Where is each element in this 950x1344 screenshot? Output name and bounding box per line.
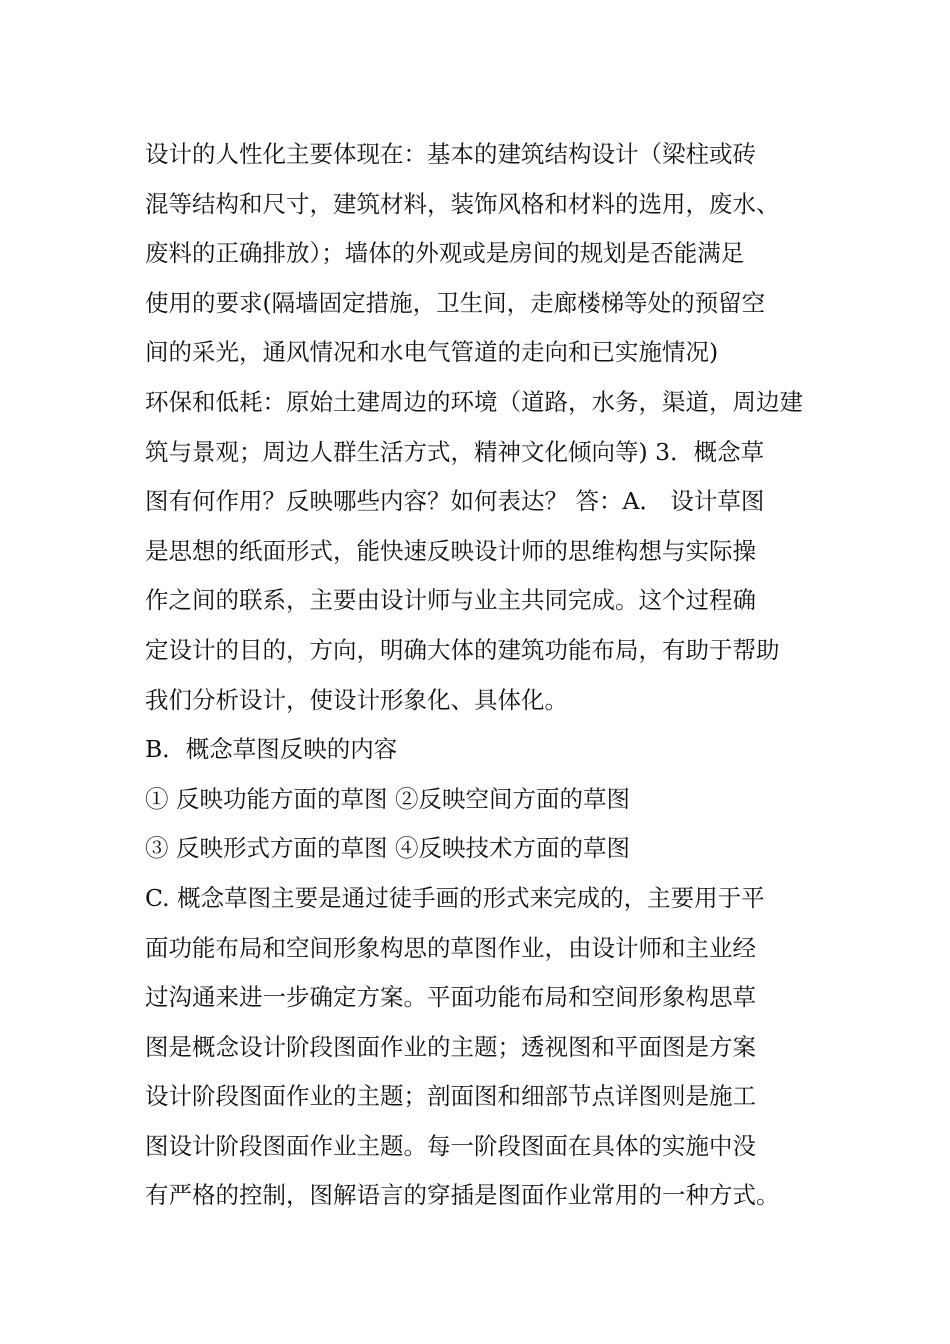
- document-body: [145, 130, 815, 1221]
- text-line: 设计的人性化主要体现在：基本的建筑结构设计（梁柱或砖: [145, 140, 756, 168]
- text-line: ① 反映功能方面的草图 ②反映空间方面的草图: [145, 784, 630, 813]
- text-line: 图是概念设计阶段图面作业的主题；透视图和平面图是方案: [145, 1032, 756, 1061]
- text-line: 图有何作用？反映哪些内容？如何表达？ 答：A． 设计草图: [145, 487, 765, 516]
- text-line: 过沟通来进一步确定方案。平面功能布局和空间形象构思草: [145, 983, 756, 1012]
- text-line: 设计阶段图面作业的主题；剖面图和细部节点详图则是施工: [145, 1082, 756, 1111]
- text-line: C. 概念草图主要是通过徒手画的形式来完成的，主要用于平: [145, 883, 765, 912]
- text-line: ③ 反映形式方面的草图 ④反映技术方面的草图: [145, 834, 630, 863]
- text-line: 定设计的目的，方向，明确大体的建筑功能布局，有助于帮助: [145, 635, 780, 664]
- text-line: 有严格的控制，图解语言的穿插是图面作业常用的一种方式。: [145, 1181, 780, 1210]
- text-line: 面功能布局和空间形象构思的草图作业，由设计师和主业经: [145, 933, 756, 962]
- text-line: 图设计阶段图面作业主题。每一阶段图面在具体的实施中没: [145, 1131, 756, 1160]
- text-line: 环保和低耗：原始土建周边的环境（道路，水务，渠道，周边建: [145, 387, 803, 416]
- text-line: 是思想的纸面形式，能快速反映设计师的思维构想与实际操: [145, 536, 756, 565]
- text-line: 间的采光，通风情况和水电气管道的走向和已实施情况): [145, 338, 719, 367]
- text-line: 使用的要求(隔墙固定措施，卫生间，走廊楼梯等处的预留空: [145, 288, 766, 317]
- text-line: 筑与景观；周边人群生活方式，精神文化倾向等) 3．概念草: [145, 437, 765, 466]
- text-line: 我们分析设计，使设计形象化、具体化。: [145, 685, 568, 714]
- text-line: 废料的正确排放）；墙体的外观或是房间的规划是否能满足: [145, 239, 745, 268]
- text-line: B．概念草图反映的内容: [145, 735, 398, 764]
- text-line: 作之间的联系，主要由设计师与业主共同完成。这个过程确: [145, 586, 756, 615]
- text-line: 混等结构和尺寸，建筑材料，装饰风格和材料的选用，废水、: [145, 189, 780, 218]
